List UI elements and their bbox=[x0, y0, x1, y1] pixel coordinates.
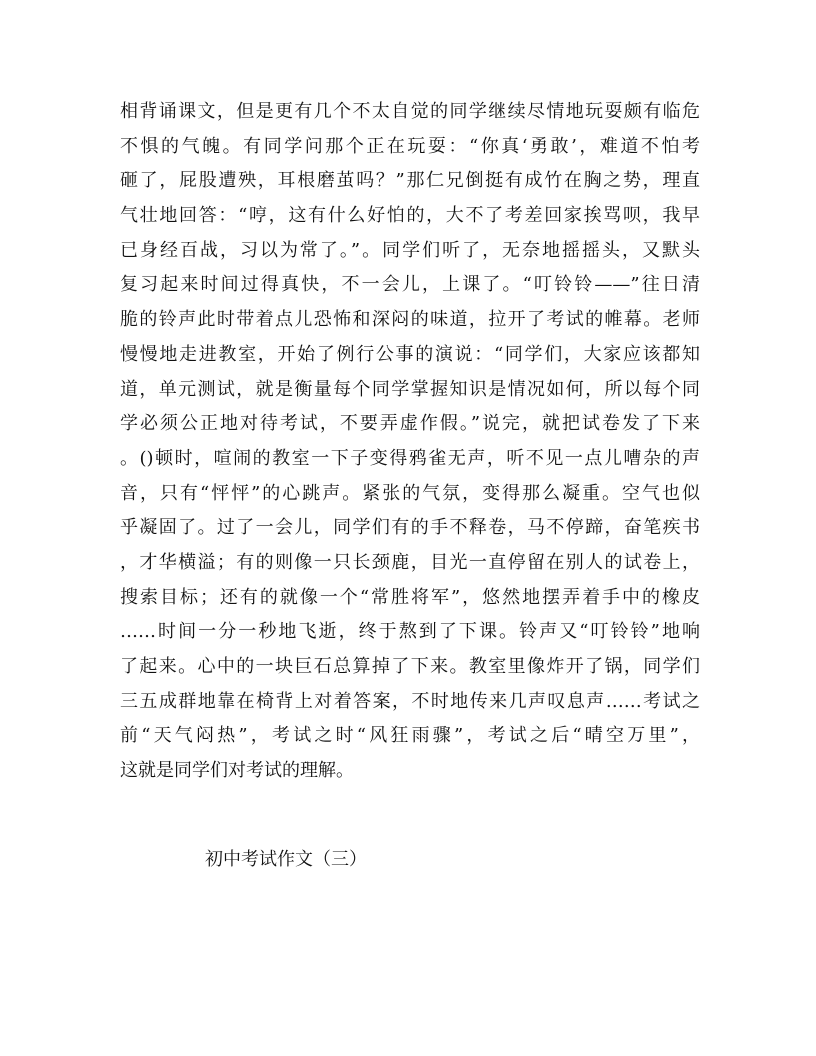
essay-line: 学必须公正地对待考试，不要弄虚作假。”说完，就把试卷发了下来 bbox=[120, 413, 700, 435]
essay-line: 已身经百战，习以为常了。”。同学们听了，无奈地摇摇头，又默头 bbox=[120, 239, 700, 261]
essay-line: 气壮地回答：“哼，这有什么好怕的，大不了考差回家挨骂呗，我早 bbox=[120, 205, 700, 227]
essay-line: ……时间一分一秒地飞逝，终于熬到了下课。铃声又“叮铃铃”地响 bbox=[120, 621, 700, 643]
essay-line: 脆的铃声此时带着点儿恐怖和深闷的味道，拉开了考试的帷幕。老师 bbox=[120, 309, 700, 331]
essay-line: 复习起来时间过得真快，不一会儿，上课了。“叮铃铃——”往日清 bbox=[120, 274, 700, 296]
essay-line: 慢慢地走进教室，开始了例行公事的演说：“同学们，大家应该都知 bbox=[120, 343, 700, 365]
essay-line: 不惧的气魄。有同学问那个正在玩耍：“你真‘勇敢’，难道不怕考 bbox=[120, 135, 700, 157]
essay-line: 三五成群地靠在椅背上对着答案，不时地传来几声叹息声……考试之 bbox=[120, 690, 700, 712]
essay-line: 乎凝固了。过了一会儿，同学们有的手不释卷，马不停蹄，奋笔疾书 bbox=[120, 517, 700, 539]
essay-line: 音，只有“怦怦”的心跳声。紧张的气氛，变得那么凝重。空气也似 bbox=[120, 482, 700, 504]
essay-line: 搜索目标；还有的就像一个“常胜将军”，悠然地摆弄着手中的橡皮 bbox=[120, 586, 700, 608]
section-title: 初中考试作文（三） bbox=[205, 849, 367, 870]
essay-line: 。()顿时，喧闹的教室一下子变得鸦雀无声，听不见一点儿嘈杂的声 bbox=[120, 447, 700, 469]
essay-line: 了起来。心中的一块巨石总算掉了下来。教室里像炸开了锅，同学们 bbox=[120, 656, 700, 677]
essay-line: 相背诵课文，但是更有几个不太自觉的同学继续尽情地玩耍颇有临危 bbox=[120, 101, 700, 122]
essay-line: 前“天气闷热”，考试之时“风狂雨骤”，考试之后“晴空万里”， bbox=[120, 725, 700, 747]
essay-body bbox=[120, 95, 700, 789]
essay-line: 这就是同学们对考试的理解。 bbox=[120, 760, 354, 782]
essay-line: 砸了，屁股遭殃，耳根磨茧吗？”那仁兄倒挺有成竹在胸之势，理直 bbox=[120, 170, 700, 192]
essay-line: 道，单元测试，就是衡量每个同学掌握知识是情况如何，所以每个同 bbox=[120, 378, 700, 400]
essay-line: ，才华横溢；有的则像一只长颈鹿，目光一直停留在别人的试卷上， bbox=[120, 551, 700, 573]
